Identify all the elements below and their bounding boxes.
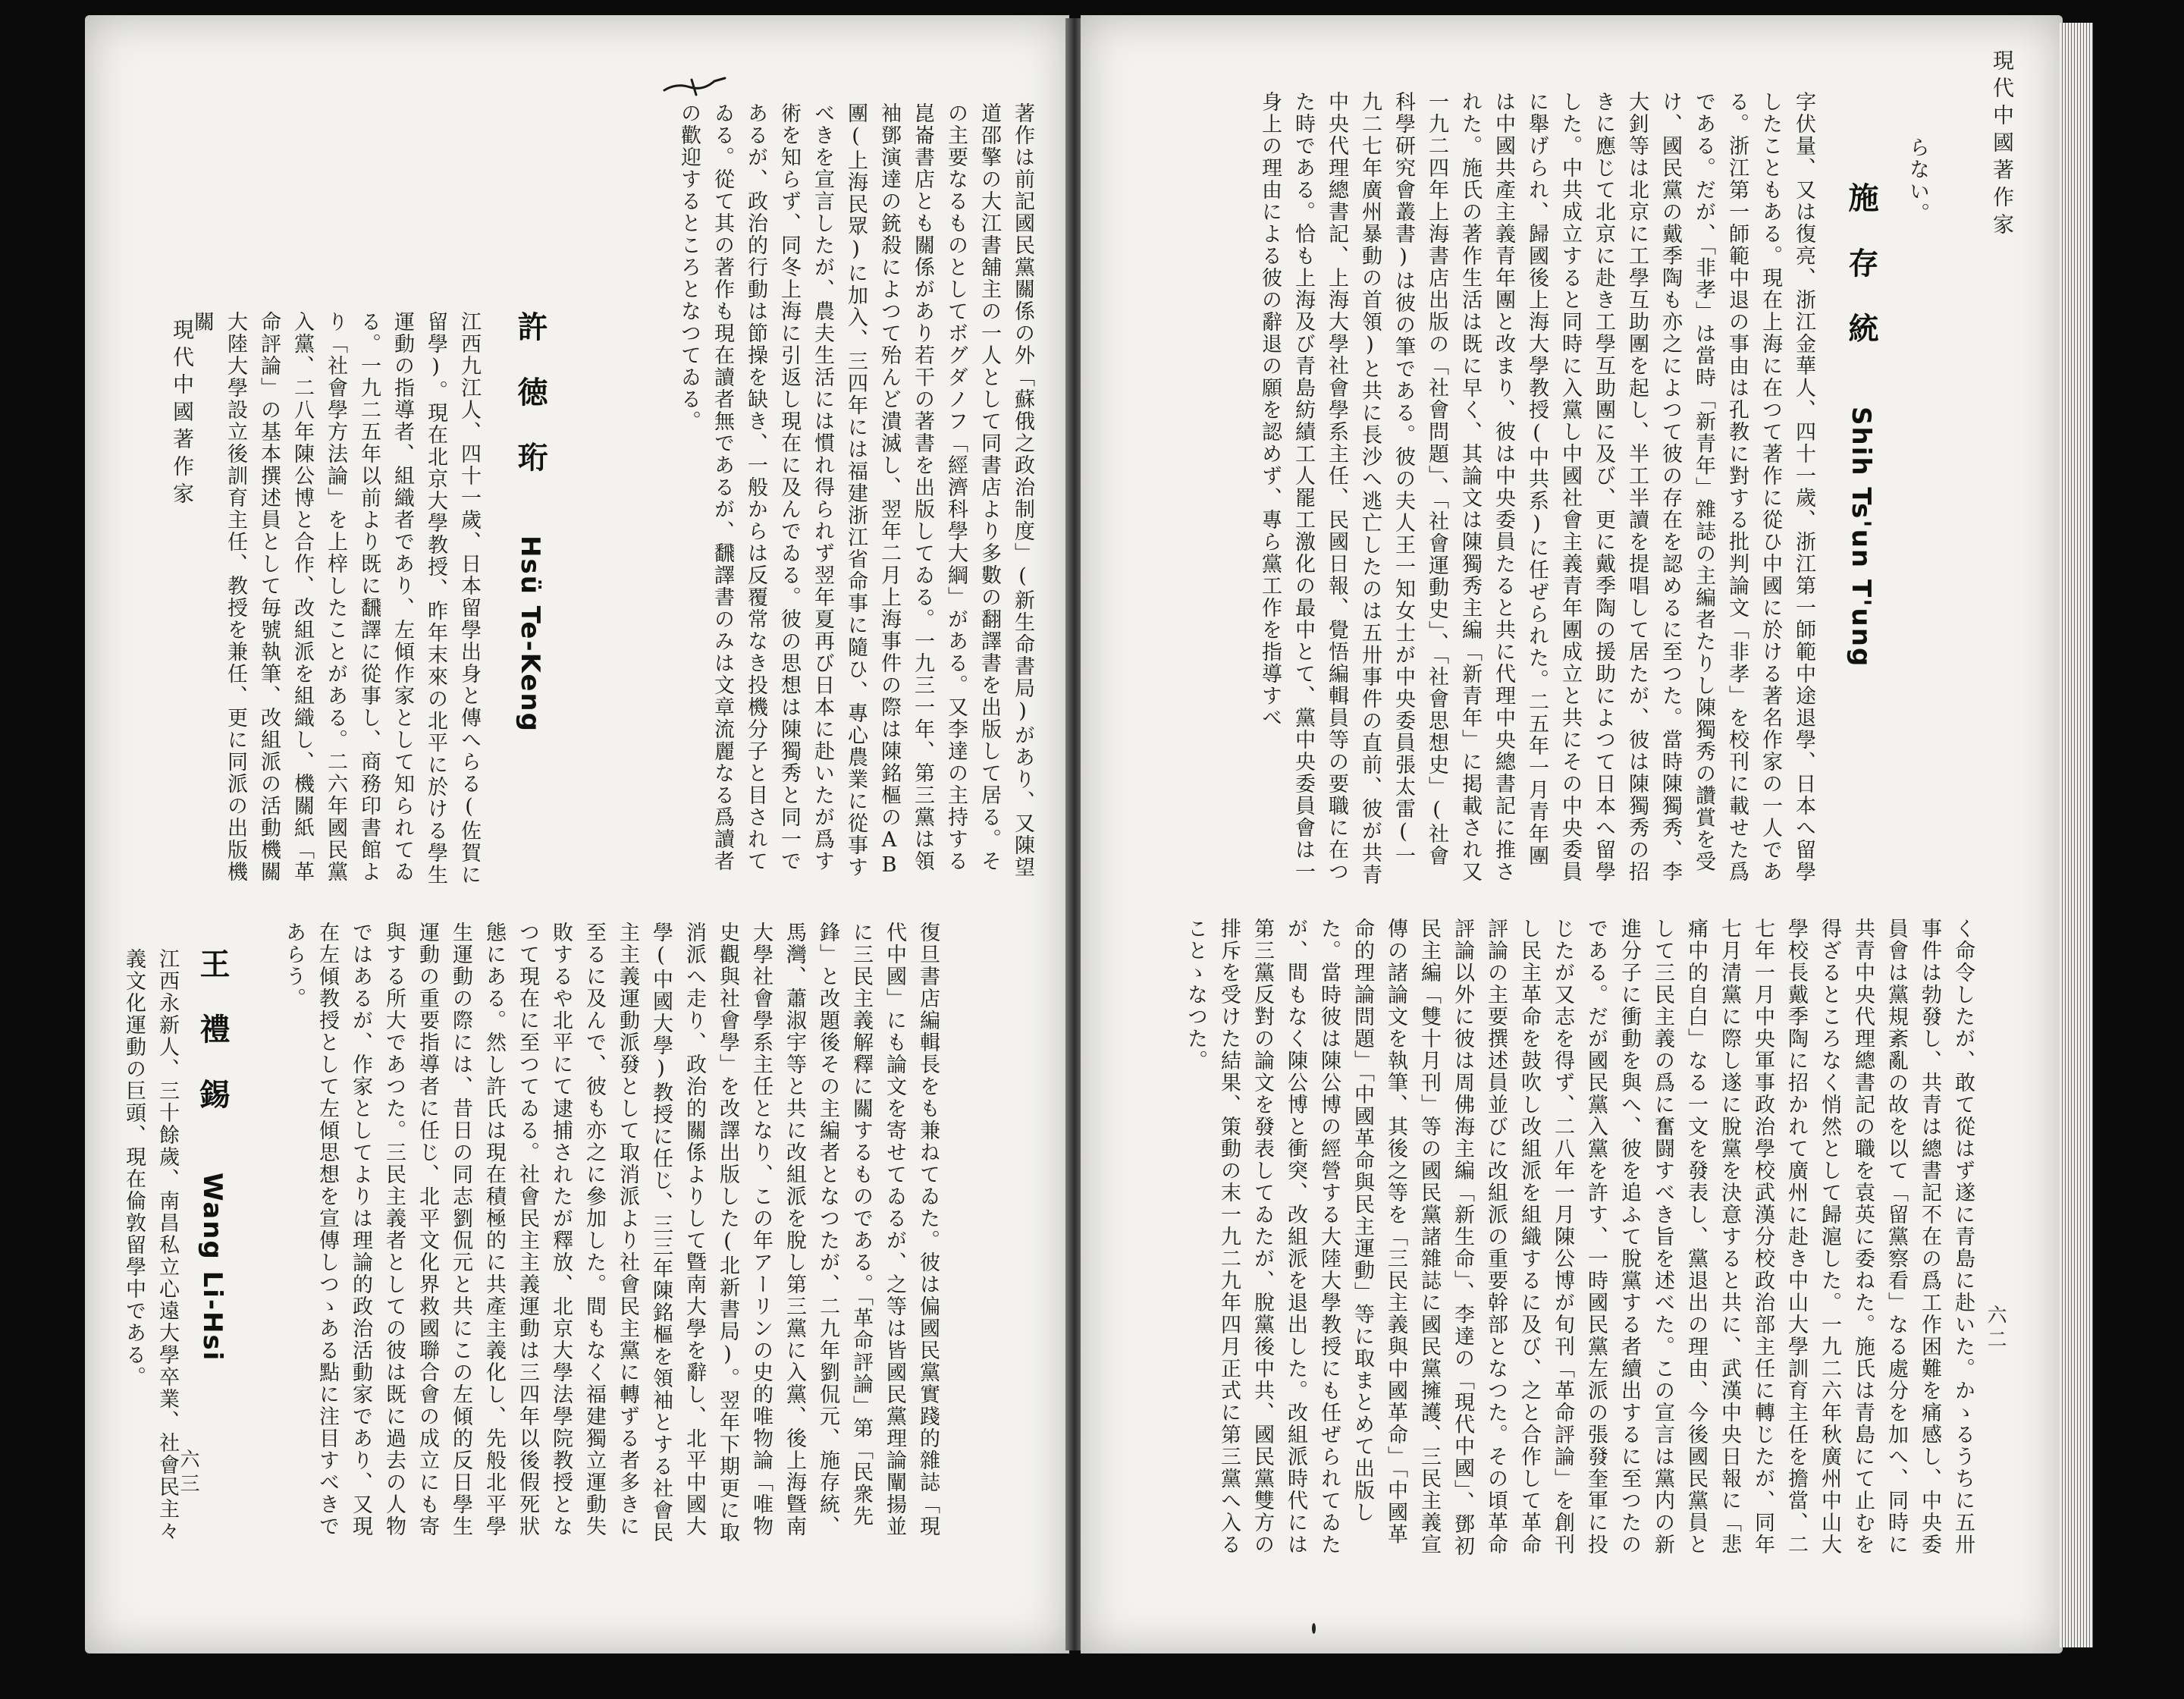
author-body-wang: 江西永新人、三十餘歲、南昌私立心遠大學卒業、社會民主々義文化運動の巨頭、現在倫敦留學中である。	[122, 948, 179, 1542]
page-number-right: 六二	[1984, 1305, 2007, 1353]
author-name-roman: Shih Ts'un T'ung	[1846, 407, 1876, 668]
author-body-shih: 字伏量、又は復亮、浙江金華人、四十一歲、浙江第一師範中途退學、日本へ留學したこともある。現在上海に在つて著作に從ひ中國に於ける著名作家の一人である。浙江第一師範中退の事由は孔教に對する批判論文「非孝」を校刊に載せた爲である。だが、「非孝」は當時「新青年」雜誌の主編者たりし陳獨秀の讚賞を受け、國民黨の戴季陶も亦之によつて彼の存在を認めるに至つた。當時陳獨秀、李大釗等は北京に工學互助團を起し、半工半讀を提唱して居たが、彼は陳獨秀の招きに應じて北京に赴き工學互助團に及び、更に戴季陶の援助によつて日本へ留學した。中共成立すると同時に入黨し中國社會主義青年團成立と共にその中央委員に舉げられ、歸國後上海大學教授(中共系)に任ぜられた。二五年一月青年團は中國共產主義青年團と改まり、彼は中央委員たると共に代理中央總書記に推された。施氏の著作生活は既に早く、其論文は陳獨秀主編「新青年」に掲載され又一九二四年上海書店出版の「社會問題」、「社會運動史」、「社會思想史」(社會科學研究會叢書)は彼の筆である。彼の夫人王一知女士が中央委員張太雷(一九二七年廣州暴動の首領)と共に長沙へ逃亡したのは五卅事件の直前、彼が共青中央代理總書記、上海大學社會學系主任、民國日報、覺悟編輯員等の要職に在つた時である。恰も上海及び青島紡績工人罷工激化の最中とて、黨中央委員會は一身上の理由による彼の辭退の願を認めず、專ら黨工作を指導すべ	[1258, 91, 1815, 886]
author-name-kanji: 施存統	[1844, 182, 1879, 378]
author-name-kanji: 許徳珩	[513, 311, 548, 507]
page-number-left: 六三	[177, 1449, 199, 1497]
author-name-roman: Hsü Te-Keng	[515, 535, 545, 733]
author-body-hsu: 江西九江人、四十一歲、日本留學出身と傳へらる(佐賀に留學)。現在北京大學教授、昨年末來の北平に於ける學生運動の指導者、組織者であり、左傾作家として知られてゐる。一九二五年以前より既に飜譯に從事し、商務印書館より「社會學方法論」を上梓したことがある。二六年國民黨入黨、二八年陳公博と合作、改組派を組織し、機關紙「革命評論」の基本撰述員として毎號執筆、改組派の活動機關大陸大學設立後訓育主任、教授を兼任、更に同派の出版機關	[190, 311, 481, 886]
author-heading-wang	[191, 948, 236, 1525]
author-name-roman: Wang Li-Hsi	[197, 1173, 228, 1362]
ink-speck	[1312, 1623, 1316, 1634]
running-head-right: 現代中國著作家	[1990, 49, 2015, 240]
left-lower-continuation: 復旦書店編輯長をも兼ねてゐた。彼は偏國民黨實踐的雜誌「現代中國」にも論文を寄せてゐるが、之等は皆國民黨理論闡揚並に三民主義解釋に關するものである。「革命評論」第「民衆先鋒」と改題後その主編者となつたが、二九年劉侃元、施存統、馬灣、蕭淑宇等と共に改組派を脫し第三黨に入黨、後上海曁南大學社會學系主任となり、この年アーリンの史的唯物論「唯物史觀與社會學」を改譯出版した(北新書局)。翌年下期更に取消派へ走り、政治的關係よりして曁南大學を辭し、北平中國大學(中國大學)教授に任じ、三三年陳銘樞を領袖とする社會民主主義運動派發として取消派より社會民主黨に轉ずる者多きに至るに及んで、彼も亦之に參加した。間もなく福建獨立運動失敗するや北平にて逮捕されたが釋放、北京大學法學院教授となつて現在に至つてゐる。社會民主主義運動は三四年以後假死狀態にある。然し許氏は現在積極的に共產主義化し、先般北平學生運動の際には、昔日の同志劉侃元と共にこの左傾的反日學生運動の重要指導者に任じ、北平文化界救國聯合會の成立にも寄與する所大であつた。三民主義者としての彼は既に過去の人物ではあるが、作家としてよりは理論的政治活動家であり、又現在左傾教授として左傾思想を宣傳しつゝある點に注目すべきであらう。	[282, 922, 940, 1544]
running-head-left: 現代中國著作家	[170, 319, 195, 510]
page-edges	[2060, 23, 2093, 1647]
left-page	[85, 15, 1069, 1653]
handwritten-mark	[661, 72, 730, 102]
right-page	[1081, 15, 2063, 1653]
opening-fragment: らない。	[1906, 137, 1929, 225]
author-heading-hsu	[509, 311, 554, 887]
left-continuation-text: 著作は前記國民黨關係の外「蘇俄之政治制度」(新生命書局)があり、又陳望道邵擎の大江書舖主の一人として同書店より多數の翻譯書を出版して居る。その主要なるものとしてボグダノフ「經濟科學大綱」がある。又李達の主持する崑崙書店とも關係があり若干の著書を出版してゐる。一九三一年、第三黨は領袖鄧演達の銃殺によつて殆んど潰滅し、翌年二月上海事件の際は陳銘樞のAB團(上海民眾)に加入、三四年には福建浙江省命事に隨ひ、專心農業に從事すべきを宣言したが、農夫生活には慣れ得られず翌年夏再び日本に赴いたが爲す術を知らず、同冬上海に引返し現在に及んでゐる。彼の思想は陳獨秀と同一であるが、政治的行動は節操を缺き、一般からは反覆常なき投機分子と目されてゐる。從て其の著作も現在讀者無であるが、飜譯書のみは文章流麗なる爲讀者の歡迎するところとなつてゐる。	[677, 102, 1034, 878]
author-heading-shih	[1840, 182, 1884, 865]
right-lower-continuation: く命令したが、敢て從はず遂に青島に赴いた。かゝるうちに五卅事件は勃發し、共青は總書記不在の爲工作困難を痛感し、中央委員會は黨規紊亂の故を以て「留黨察看」なる處分を加へ、同時に共青中央代理總書記の職を袁英に委ねた。施氏は青島にて止むを得ざるところなく悄然として歸滬した。一九二六年秋廣州中山大學校長戴季陶に招かれて廣州に赴き中山大學訓育主任を擔當、二七年一月中央軍事政治學校武漢分校政治部主任に轉じたが、同年七月清黨に際し遂に脫黨を決意すると共に、武漢中央日報に「悲痛中的自白」なる一文を發表し、黨退出の理由、今後國民黨員として三民主義の爲に奮闘すべき旨を述べた。この宣言は黨内の新進分子に衝動を與へ、彼を追ふて脫黨する者續出するに至つたのである。だが國民黨入黨を許す、一時國民黨左派の張發奎軍に投じたが又志を得ず、二八年一月陳公博が旬刊「革命評論」を創刊し民主革命を鼓吹し改組派を組織するに及び、之と合作して革命評論の主要撰述員並びに改組派の重要幹部となつた。その頃革命評論以外に彼は周佛海主編「新生命」、李達の「現代中國」、鄧初民主編「雙十月刊」等の國民黨諸雜誌に國民黨擁護、三民主義宣傳の諸論文を執筆、其後之等を「三民主義與中國革命」「中國革命的理論問題」「中國革命與民主運動」等に取まとめて出版した。當時彼は陳公博の經營する大陸大學教授にも任ぜられてゐたが、間もなく陳公博と衝突、改組派を退出した。改組派時代には第三黨反對の論文を發表してゐたが、脫黨後中共、國民黨雙方の排斥を受けた結果、策動の末一九二九年四月正式に第三黨へ入ることゝなつた。	[1184, 918, 1975, 1557]
author-name-kanji: 王禮錫	[195, 948, 231, 1144]
